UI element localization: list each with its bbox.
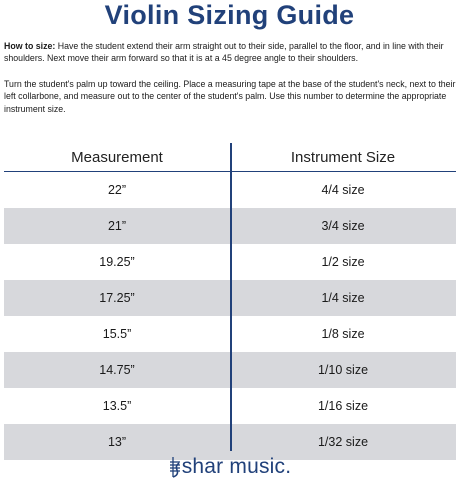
size-cell: 1/10 size: [317, 363, 369, 377]
size-cell: 1/32 size: [317, 435, 369, 449]
instruction-step-1: Have the student extend their arm straight out to their side, parallel to the floor, and in line with their shoulders. Next move their arm forward so that it is at a 45 degree angle to their shoulders.: [4, 41, 444, 64]
measurement-cell: 13”: [107, 435, 127, 449]
how-to-size-label: How to size:: [4, 41, 56, 51]
size-cell: 1/4 size: [321, 291, 365, 305]
measurement-cell: 13.5”: [102, 399, 132, 413]
measurement-cell: 15.5”: [102, 327, 132, 341]
instruction-paragraph-1: [4, 40, 456, 65]
size-cell: 4/4 size: [321, 183, 365, 197]
brand-logo: [0, 455, 459, 479]
music-staff-icon: [168, 455, 182, 479]
column-divider: [230, 143, 232, 451]
size-cell: 1/8 size: [321, 327, 365, 341]
measurement-cell: 22”: [107, 183, 127, 197]
measurement-cell: 19.25”: [99, 255, 135, 269]
header-instrument-size: Instrument Size: [290, 148, 396, 166]
size-cell: 1/16 size: [317, 399, 369, 413]
measurement-cell: 14.75”: [99, 363, 135, 377]
sizing-table: [4, 143, 456, 460]
page-title: Violin Sizing Guide: [104, 0, 355, 30]
measurement-cell: 17.25”: [99, 291, 135, 305]
header-measurement: Measurement: [71, 148, 163, 166]
size-cell: 1/2 size: [321, 255, 365, 269]
measurement-cell: 21”: [107, 219, 127, 233]
brand-name: shar music.: [181, 455, 292, 478]
instruction-paragraph-2: Turn the student's palm up toward the ceiling. Place a measuring tape at the base of the student's neck, next to their left collarbone, and measure out to the center of the student's palm. Use this number to determine the appropriate instrument size.: [4, 79, 456, 114]
size-cell: 3/4 size: [321, 219, 365, 233]
